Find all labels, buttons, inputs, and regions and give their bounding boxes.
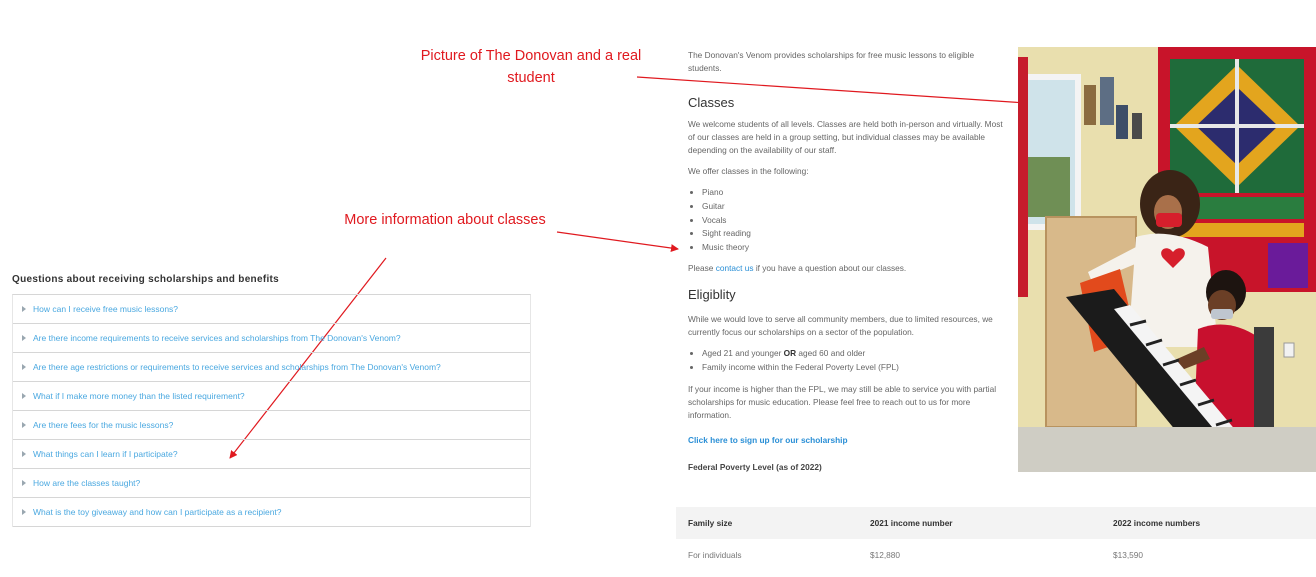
chevron-right-icon: [22, 306, 26, 312]
column-header: 2022 income numbers: [1113, 518, 1201, 528]
faq-title: Questions about receiving scholarships and benefits: [12, 274, 280, 285]
scholarship-content: [688, 49, 1008, 474]
column-header: 2021 income number: [870, 518, 953, 528]
faq-item[interactable]: How can I receive free music lessons?: [13, 295, 530, 324]
faq-item[interactable]: How are the classes taught?: [13, 469, 530, 498]
faq-list: [12, 294, 531, 527]
classes-heading: Classes: [688, 95, 735, 110]
fpl-title: Federal Poverty Level (as of 2022): [688, 461, 822, 472]
column-header: Family size: [688, 518, 733, 528]
chevron-right-icon: [22, 509, 26, 515]
faq-item[interactable]: What things can I learn if I participate?: [13, 440, 530, 469]
classes-text: We welcome students of all levels. Classes are held both in-person and virtually. Most of our classes are held in a group setting, but individual classes may be available depending on the availability of our staff.: [688, 119, 1003, 155]
eligibility-list: [688, 347, 1008, 375]
chevron-right-icon: [22, 335, 26, 341]
contact-us-link[interactable]: contact us: [715, 262, 754, 273]
faq-item[interactable]: Are there income requirements to receive services and scholarships from The Donovan's Venom?: [13, 324, 530, 353]
table-cell: For individuals: [688, 550, 742, 560]
photo-annotation: Picture of The Donovan and a real student: [420, 48, 642, 86]
offer-text: We offer classes in the following:: [688, 166, 809, 176]
table-row: [676, 539, 1316, 571]
income-text: If your income is higher than the FPL, we may still be able to service you with partial scholarships for music education. Please feel free to reach out to us for more information.: [688, 383, 997, 420]
chevron-right-icon: [22, 393, 26, 399]
list-item: • Guitar: [702, 200, 1008, 214]
faq-section: [12, 273, 531, 527]
chevron-right-icon: [22, 422, 26, 428]
list-item: • Sight reading: [702, 227, 1008, 241]
faq-item[interactable]: What if I make more money than the listed requirement?: [13, 382, 530, 411]
chevron-right-icon: [22, 364, 26, 370]
signup-link[interactable]: Click here to sign up for our scholarship: [688, 434, 848, 445]
faq-item[interactable]: Are there fees for the music lessons?: [13, 411, 530, 440]
classes-annotation: More information about classes: [344, 212, 546, 228]
teacher-student-photo: [1018, 47, 1316, 472]
table-cell: $12,880: [870, 550, 900, 560]
arrow-to-class-list: [557, 232, 678, 249]
list-item: • Family income within the Federal Poverty Level (FPL): [702, 361, 1008, 375]
fpl-table: [676, 507, 1316, 571]
chevron-right-icon: [22, 480, 26, 486]
list-item: • Music theory: [702, 241, 1008, 255]
photo-illustration: [1018, 47, 1316, 472]
eligibility-text: While we would love to serve all community members, due to limited resources, we currently focus our scholarships on a sector of the population.: [688, 313, 993, 337]
list-item: • Vocals: [702, 214, 1008, 228]
faq-item[interactable]: What is the toy giveaway and how can I participate as a recipient?: [13, 498, 530, 527]
eligibility-heading: Eligiblity: [688, 286, 736, 302]
table-header-row: [676, 507, 1316, 539]
chevron-right-icon: [22, 451, 26, 457]
contact-text: Please contact us if you have a question about our classes.: [688, 262, 907, 273]
class-list: [688, 186, 1008, 255]
table-cell: $13,590: [1113, 550, 1143, 560]
faq-item[interactable]: Are there age restrictions or requirements to receive services and scholarships from The Donovan's Venom?: [13, 353, 530, 382]
intro-text: The Donovan's Venom provides scholarships for free music lessons to eligible students.: [688, 50, 975, 73]
list-item: • Piano: [702, 186, 1008, 200]
list-item: • Aged 21 and younger OR aged 60 and older: [702, 347, 1008, 361]
